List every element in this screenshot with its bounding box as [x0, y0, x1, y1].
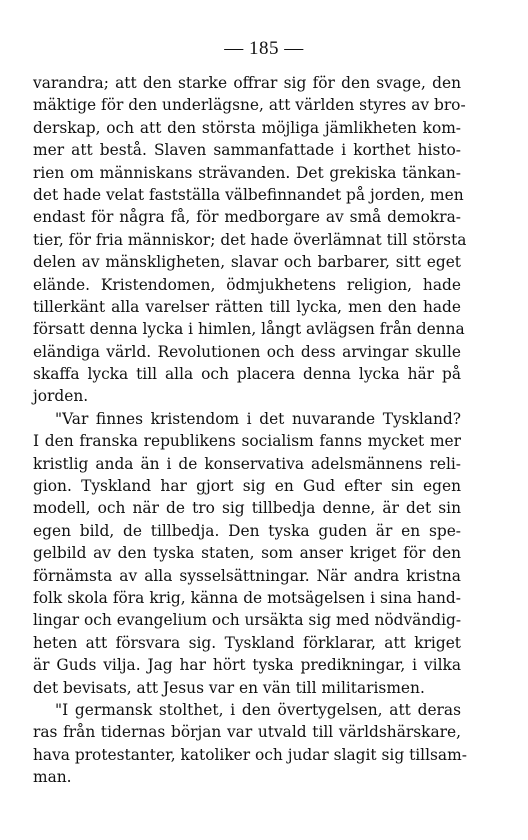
page-number: — 185 — [224, 38, 304, 59]
text-line: kristlig anda än i de konservativa adelsmännens reli- [33, 454, 461, 473]
text-line: det bevisats, att Jesus var en vän till militarismen. [33, 678, 425, 697]
text-line: är Guds vilja. Jag har hört tyska predikningar, i vilka [33, 656, 461, 675]
text-line: jorden. [33, 387, 89, 406]
text-line: ras från tidernas början var utvald till världshärskare, [33, 723, 461, 742]
text-line: varandra; att den starke offrar sig för den svage, den [33, 74, 461, 92]
text-line: rien om människans strävanden. Det grekiska tänkan- [33, 163, 461, 182]
text-line: heten att försvara sig. Tyskland förklarar, att kriget [33, 633, 461, 652]
text-line: folk skola föra krig, känna de motsägelsen i sina hand- [33, 588, 461, 607]
text-line: derskap, och att den största möjliga jämlikheten kom- [33, 118, 461, 137]
text-line: tillerkänt alla varelser rätten till lycka, men den hade [33, 297, 461, 316]
text-line: egen bild, de tillbedja. Den tyska guden är en spe- [33, 521, 461, 540]
text-line: tier, för fria människor; det hade överlämnat till största [33, 230, 467, 249]
text-line: elände. Kristendomen, ödmjukhetens religion, hade [33, 275, 461, 294]
text-line: mäktige för den underlägsne, att världen styres av bro- [33, 96, 466, 115]
text-line: skaffa lycka till alla och placera denna lycka här på [33, 365, 461, 384]
text-line: I den franska republikens socialism fanns mycket mer [33, 432, 461, 451]
text-line: modell, och när de tro sig tillbedja denne, är det sin [33, 499, 461, 518]
text-line: förnämsta av alla sysselsättningar. När andra kristna [33, 566, 461, 585]
text-line: delen av mänskligheten, slavar och barbarer, sitt eget [33, 253, 461, 272]
text-line: lingar och evangelium och ursäkta sig med nödvändig- [33, 611, 462, 630]
body-text [33, 72, 467, 789]
text-line: hava protestanter, katoliker och judar slagit sig tillsam- [33, 745, 467, 764]
text-line: gion. Tyskland har gjort sig en Gud efter sin egen [33, 477, 461, 496]
text-line: endast för några få, för medborgare av små demokra- [33, 208, 461, 227]
text-line: man. [33, 768, 72, 787]
text-line: försatt denna lycka i himlen, långt avlägsen från denna [33, 320, 465, 339]
text-line: gelbild av den tyska staten, som anser kriget för den [33, 544, 461, 563]
text-line: "I germansk stolthet, i den övertygelsen, att deras [55, 700, 461, 719]
text-line: eländiga värld. Revolutionen och dess arvingar skulle [33, 342, 461, 361]
text-line: mer att bestå. Slaven sammanfattade i korthet histo- [33, 141, 461, 160]
text-line: "Var finnes kristendom i det nuvarande Tyskland? [55, 409, 461, 428]
text-line: det hade velat fastställa välbefinnandet på jorden, men [33, 185, 464, 204]
